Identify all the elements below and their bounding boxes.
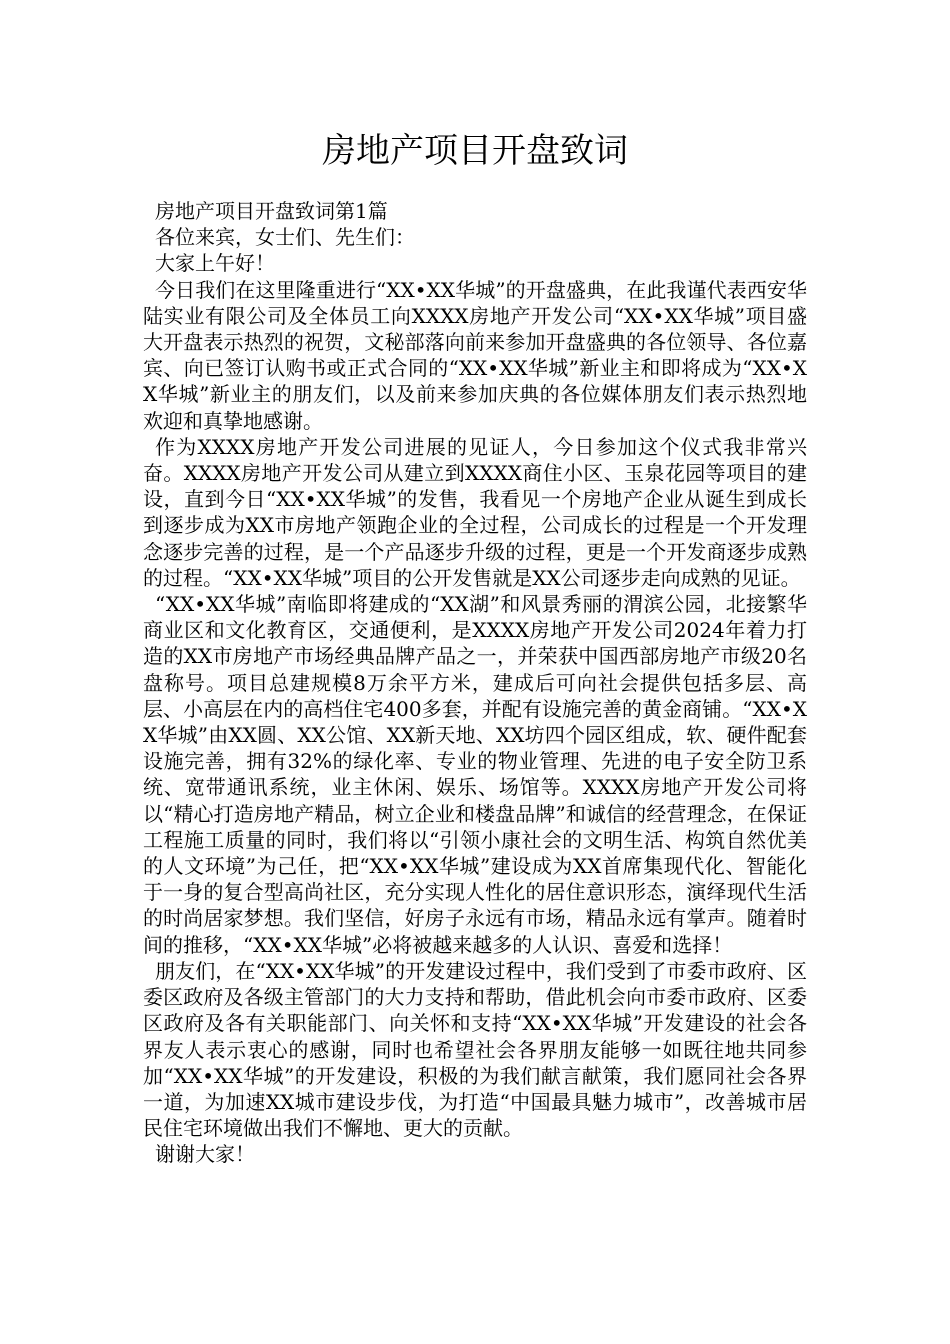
paragraph-opening: 今日我们在这里隆重进行“XX•XX华城”的开盘盛典，在此我谨代表西安华陆实业有限公司及全体员工向XXXX房地产开发公司“XX•XX华城”项目盛大开盘表示热烈的祝贺，文秘部落向前来参加开盘盛典的各位领导、各位嘉宾、向已签订认购书或正式合同的“XX•XX华城”新业主和即将成为“XX•XX华城”新业主的朋友们，以及前来参加庆典的各位媒体朋友们表示热烈地欢迎和真挚地感谢。 bbox=[143, 277, 807, 433]
document-title: 房地产项目开盘致词 bbox=[322, 131, 628, 171]
paragraph-thanks-support: 朋友们，在“XX•XX华城”的开发建设过程中，我们受到了市委市政府、区委区政府及各级主管部门的大力支持和帮助，借此机会向市委市政府、区委区政府及各有关职能部门、向关怀和支持“XX•XX华城”开发建设的社会各界友人表示衷心的感谢，同时也希望社会各界朋友能够一如既往地共同参加“XX•XX华城”的开发建设，积极的为我们献言献策，我们愿同社会各界一道，为加速XX城市建设步伐，为打造“中国最具魅力城市”，改善城市居民住宅环境做出我们不懈地、更大的贡献。 bbox=[143, 958, 807, 1141]
greeting: 大家上午好！ bbox=[155, 251, 275, 276]
paragraph-witness: 作为XXXX房地产开发公司进展的见证人，今日参加这个仪式我非常兴奋。XXXX房地产开发公司从建立到XXXX商住小区、玉泉花园等项目的建设，直到今日“XX•XX华城”的发售，我看见一个房地产企业从诞生到成长到逐步成为XX市房地产领跑企业的全过程，公司成长的过程是一个开发理念逐步完善的过程，是一个产品逐步升级的过程，更是一个开发商逐步成熟的过程。“XX•XX华城”项目的公开发售就是XX公司逐步走向成熟的见证。 bbox=[143, 434, 807, 590]
paragraph-project-intro: “XX•XX华城”南临即将建成的“XX湖”和风景秀丽的渭滨公园，北接繁华商业区和文化教育区，交通便利，是XXXX房地产开发公司2024年着力打造的XX市房地产市场经典品牌产品之一，并荣获中国西部房地产市级20名盘称号。项目总建规模8万余平方米，建成后可向社会提供包括多层、高层、小高层在内的高档住宅400多套，并配有设施完善的黄金商铺。“XX•XX华城”由XX圆、XX公馆、XX新天地、XX坊四个园区组成，软、硬件配套设施完善，拥有32%的绿化率、专业的物业管理、先进的电子安全防卫系统、宽带通讯系统，业主休闲、娱乐、场馆等。XXXX房地产开发公司将以“精心打造房地产精品，树立企业和楼盘品牌”和诚信的经营理念，在保证工程施工质量的同时，我们将以“引领小康社会的文明生活、构筑自然优美的人文环境”为己任，把“XX•XX华城”建设成为XX首席集现代化、智能化于一身的复合型高尚社区，充分实现人性化的居住意识形态，演绎现代生活的时尚居家梦想。我们坚信，好房子永远有市场，精品永远有掌声。随着时间的推移，“XX•XX华城”必将被越来越多的人认识、喜爱和选择！ bbox=[143, 592, 807, 957]
document-body bbox=[143, 198, 807, 1168]
salutation: 各位来宾，女士们、先生们： bbox=[155, 225, 415, 250]
section-heading: 房地产项目开盘致词第1篇 bbox=[155, 199, 388, 223]
closing-thanks: 谢谢大家！ bbox=[155, 1142, 255, 1167]
